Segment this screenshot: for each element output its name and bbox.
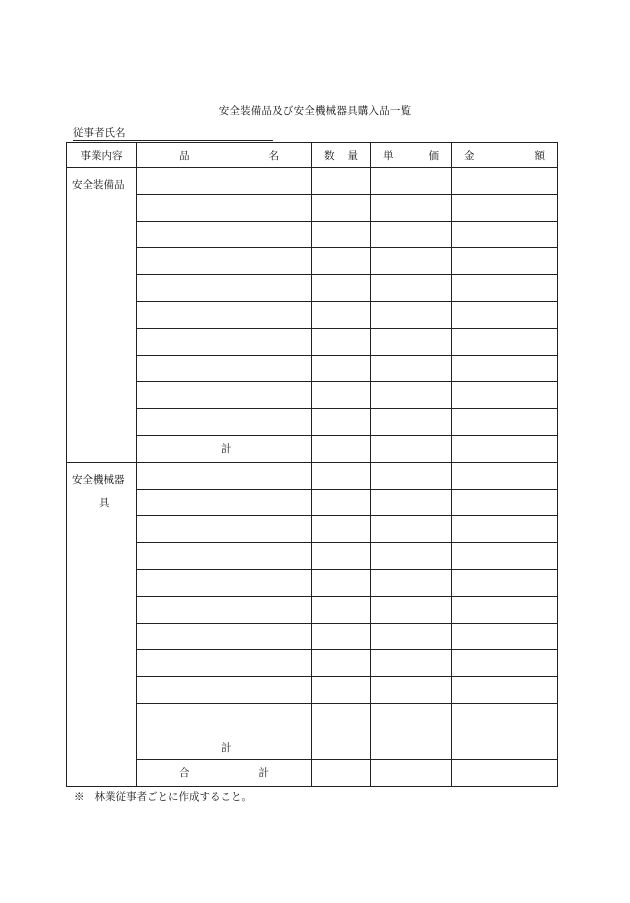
section2-category-line2: 具: [99, 496, 110, 509]
unit-price-cell[interactable]: [371, 221, 452, 248]
quantity-cell[interactable]: [312, 489, 371, 516]
section2-category-line1: 安全機械器: [72, 473, 125, 486]
header-amount-a: 金: [464, 149, 475, 162]
quantity-cell[interactable]: [312, 516, 371, 543]
unit-price-cell[interactable]: [371, 703, 452, 759]
item-cell[interactable]: [137, 596, 312, 623]
quantity-cell[interactable]: [312, 543, 371, 570]
quantity-cell[interactable]: [312, 275, 371, 302]
unit-price-cell[interactable]: [371, 248, 452, 275]
item-cell[interactable]: [137, 221, 312, 248]
unit-price-cell[interactable]: [371, 168, 452, 195]
quantity-cell[interactable]: [312, 435, 371, 462]
quantity-cell[interactable]: [312, 355, 371, 382]
header-quantity: [312, 143, 371, 168]
quantity-cell[interactable]: [312, 168, 371, 195]
amount-cell[interactable]: [452, 489, 558, 516]
unit-price-cell[interactable]: [371, 328, 452, 355]
table-row: [67, 650, 558, 677]
unit-price-cell[interactable]: [371, 462, 452, 489]
unit-price-cell[interactable]: [371, 355, 452, 382]
amount-cell[interactable]: [452, 328, 558, 355]
amount-cell[interactable]: [452, 248, 558, 275]
grand-total-label-b: 計: [258, 767, 269, 780]
amount-cell[interactable]: [452, 355, 558, 382]
table-row: [67, 355, 558, 382]
grand-total-label: [137, 759, 312, 786]
quantity-cell[interactable]: [312, 221, 371, 248]
header-amount: [452, 143, 558, 168]
amount-cell[interactable]: [452, 435, 558, 462]
subtotal-row: [67, 703, 558, 759]
amount-cell[interactable]: [452, 650, 558, 677]
section2-category: [67, 462, 137, 786]
item-cell[interactable]: [137, 462, 312, 489]
table-row: [67, 596, 558, 623]
document-title: 安全装備品及び安全機械器具購入品一覧: [218, 105, 412, 117]
amount-cell[interactable]: [452, 759, 558, 786]
amount-cell[interactable]: [452, 569, 558, 596]
table-row: [67, 623, 558, 650]
unit-price-cell[interactable]: [371, 435, 452, 462]
header-unit-price-a: 単: [383, 149, 394, 162]
subtotal-row: [67, 435, 558, 462]
amount-cell[interactable]: [452, 703, 558, 759]
amount-cell[interactable]: [452, 462, 558, 489]
unit-price-cell[interactable]: [371, 275, 452, 302]
item-cell[interactable]: [137, 409, 312, 436]
amount-cell[interactable]: [452, 194, 558, 221]
table-row: [67, 677, 558, 704]
section1-category-label: 安全装備品: [72, 179, 125, 191]
amount-cell[interactable]: [452, 677, 558, 704]
note-text: 林業従事者ごとに作成すること。: [94, 791, 253, 803]
section1-category: [67, 168, 137, 463]
quantity-cell[interactable]: [312, 596, 371, 623]
quantity-cell[interactable]: [312, 650, 371, 677]
header-amount-b: 額: [534, 149, 545, 162]
unit-price-cell[interactable]: [371, 569, 452, 596]
note-mark: ※: [74, 791, 85, 803]
unit-price-cell[interactable]: [371, 596, 452, 623]
quantity-cell[interactable]: [312, 194, 371, 221]
section2-subtotal-label: 計: [137, 703, 312, 759]
unit-price-cell[interactable]: [371, 382, 452, 409]
amount-cell[interactable]: [452, 221, 558, 248]
grand-total-row: [67, 759, 558, 786]
grand-total-label-a: 合: [179, 767, 190, 780]
unit-price-cell[interactable]: [371, 677, 452, 704]
amount-cell[interactable]: [452, 543, 558, 570]
item-cell[interactable]: [137, 543, 312, 570]
table-row: [67, 221, 558, 248]
unit-price-cell[interactable]: [371, 759, 452, 786]
unit-price-cell[interactable]: [371, 516, 452, 543]
item-cell[interactable]: [137, 301, 312, 328]
table-row: [67, 462, 558, 489]
quantity-cell[interactable]: [312, 623, 371, 650]
footnote: [74, 789, 252, 804]
worker-name-label: 従事者氏名: [73, 127, 126, 139]
amount-cell[interactable]: [452, 623, 558, 650]
item-cell[interactable]: [137, 569, 312, 596]
item-cell[interactable]: [137, 516, 312, 543]
item-cell[interactable]: [137, 650, 312, 677]
header-item-name-b: 名: [268, 149, 279, 162]
quantity-cell[interactable]: [312, 462, 371, 489]
table-row: [67, 382, 558, 409]
header-item-name: [137, 143, 312, 168]
table-row: [67, 248, 558, 275]
amount-cell[interactable]: [452, 382, 558, 409]
table-row: [67, 328, 558, 355]
quantity-cell[interactable]: [312, 382, 371, 409]
quantity-cell[interactable]: [312, 703, 371, 759]
amount-cell[interactable]: [452, 409, 558, 436]
amount-cell[interactable]: [452, 275, 558, 302]
worker-name-field[interactable]: [73, 126, 273, 141]
item-cell[interactable]: [137, 382, 312, 409]
table-row: [67, 543, 558, 570]
unit-price-cell[interactable]: [371, 194, 452, 221]
table-row: [67, 516, 558, 543]
table-row: [67, 194, 558, 221]
unit-price-cell[interactable]: [371, 543, 452, 570]
unit-price-cell[interactable]: [371, 301, 452, 328]
amount-cell[interactable]: [452, 516, 558, 543]
item-cell[interactable]: [137, 275, 312, 302]
header-quantity-b: 量: [347, 149, 358, 162]
header-category: 事業内容: [67, 143, 137, 168]
item-cell[interactable]: [137, 677, 312, 704]
amount-cell[interactable]: [452, 301, 558, 328]
unit-price-cell[interactable]: [371, 489, 452, 516]
item-cell[interactable]: [137, 355, 312, 382]
quantity-cell[interactable]: [312, 301, 371, 328]
table-row: [67, 275, 558, 302]
header-unit-price: [371, 143, 452, 168]
quantity-cell[interactable]: [312, 409, 371, 436]
header-quantity-a: 数: [324, 149, 335, 162]
purchase-table: [66, 142, 558, 787]
header-unit-price-b: 価: [428, 149, 439, 162]
header-item-name-a: 品: [179, 149, 190, 162]
quantity-cell[interactable]: [312, 328, 371, 355]
quantity-cell[interactable]: [312, 677, 371, 704]
table-row: [67, 168, 558, 195]
table-row: [67, 409, 558, 436]
item-cell[interactable]: [137, 248, 312, 275]
table-row: [67, 301, 558, 328]
item-cell[interactable]: [137, 623, 312, 650]
quantity-cell[interactable]: [312, 248, 371, 275]
item-cell[interactable]: [137, 489, 312, 516]
quantity-cell[interactable]: [312, 759, 371, 786]
section1-subtotal-label: 計: [137, 435, 312, 462]
table-row: [67, 569, 558, 596]
amount-cell[interactable]: [452, 168, 558, 195]
quantity-cell[interactable]: [312, 569, 371, 596]
unit-price-cell[interactable]: [371, 650, 452, 677]
header-row: [67, 143, 558, 168]
table-row: [67, 489, 558, 516]
unit-price-cell[interactable]: [371, 409, 452, 436]
item-cell[interactable]: [137, 168, 312, 195]
unit-price-cell[interactable]: [371, 623, 452, 650]
item-cell[interactable]: [137, 328, 312, 355]
amount-cell[interactable]: [452, 596, 558, 623]
item-cell[interactable]: [137, 194, 312, 221]
